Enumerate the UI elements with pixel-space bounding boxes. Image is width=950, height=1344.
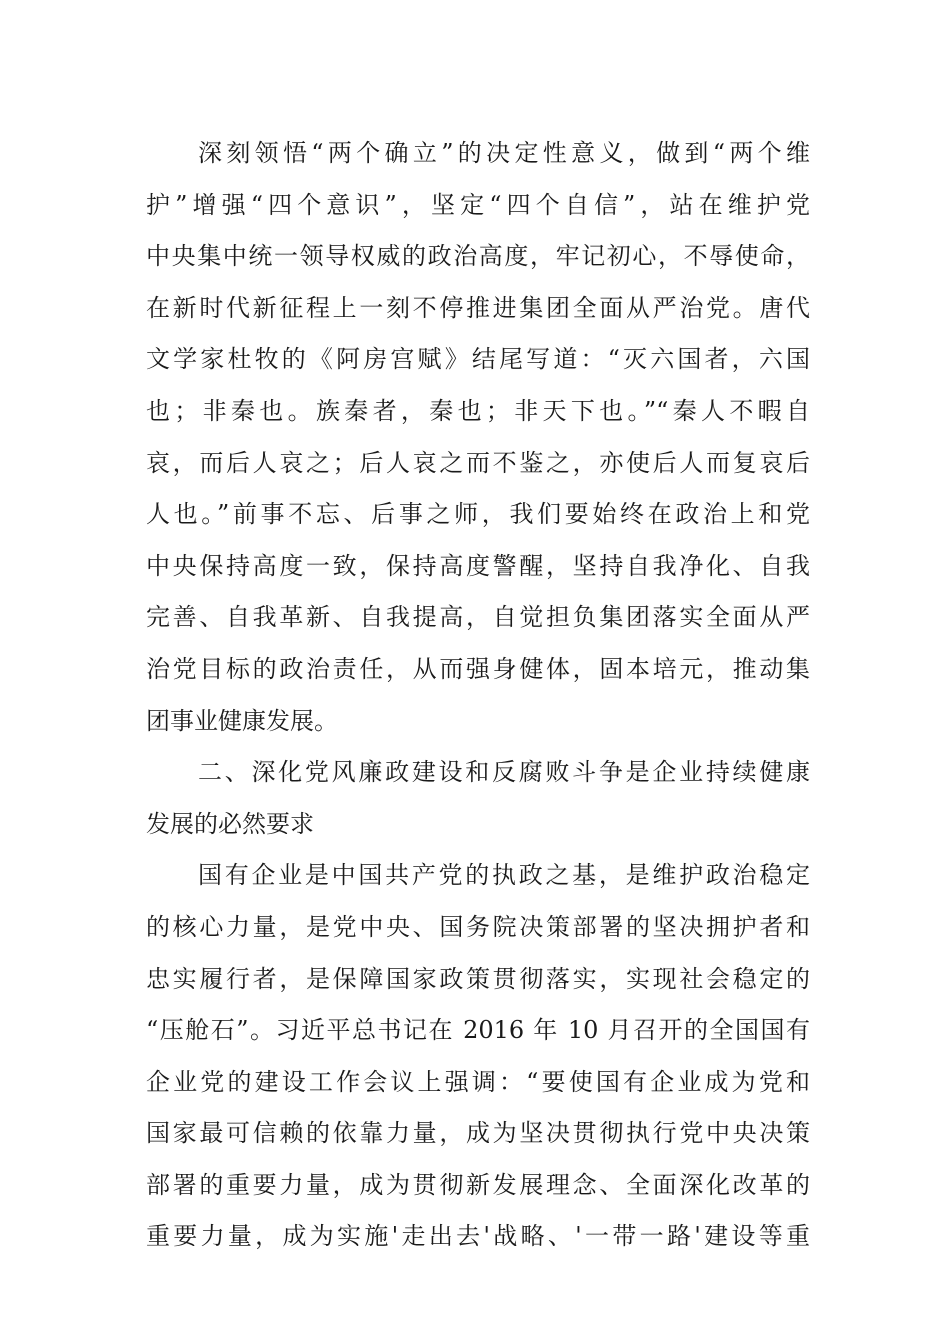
paragraph-line: 深刻领悟“两个确立”的决定性意义，做到“两个维 [198, 139, 810, 167]
paragraph-line: 治党目标的政治责任，从而强身健体，固本培元，推动集 [146, 654, 810, 683]
paragraph-line: 文学家杜牧的《阿房宫赋》结尾写道：“灭六国者，六国 [146, 345, 810, 374]
paragraph-line: “压舱石”。习近平总书记在 2016 年 10 月召开的全国国有 [146, 1016, 810, 1045]
heading-line: 二、深化党风廉政建设和反腐败斗争是企业持续健康 [198, 758, 810, 787]
paragraph-line: 护”增强“四个意识”，坚定“四个自信”，站在维护党 [146, 190, 810, 219]
paragraph-line: 人也。”前事不忘、后事之师，我们要始终在政治上和党 [146, 500, 810, 529]
paragraph-line: 哀，而后人哀之；后人哀之而不鉴之，亦使后人而复哀后 [146, 448, 810, 477]
paragraph-line: 完善、自我革新、自我提高，自觉担负集团落实全面从严 [146, 603, 810, 632]
paragraph-1 [146, 128, 810, 747]
document-page [146, 128, 810, 1263]
paragraph-line: 中央保持高度一致，保持高度警醒，坚持自我净化、自我 [146, 551, 810, 580]
section-heading-2 [146, 747, 810, 850]
paragraph-line: 国家最可信赖的依靠力量，成为坚决贯彻执行党中央决策 [146, 1119, 810, 1148]
heading-line: 发展的必然要求 [146, 809, 314, 838]
paragraph-2 [146, 850, 810, 1263]
paragraph-line: 忠实履行者，是保障国家政策贯彻落实，实现社会稳定的 [146, 964, 810, 993]
paragraph-line: 企业党的建设工作会议上强调：“要使国有企业成为党和 [146, 1067, 810, 1096]
paragraph-line: 部署的重要力量，成为贯彻新发展理念、全面深化改革的 [146, 1170, 810, 1199]
paragraph-line: 重要力量，成为实施'走出去'战略、'一带一路'建设等重 [146, 1222, 810, 1251]
paragraph-line: 在新时代新征程上一刻不停推进集团全面从严治党。唐代 [146, 293, 810, 322]
paragraph-line: 也；非秦也。族秦者，秦也；非天下也。”“秦人不暇自 [146, 396, 810, 425]
paragraph-line: 的核心力量，是党中央、国务院决策部署的坚决拥护者和 [146, 912, 810, 941]
paragraph-line: 国有企业是中国共产党的执政之基，是维护政治稳定 [198, 861, 810, 890]
paragraph-line: 团事业健康发展。 [146, 706, 338, 735]
paragraph-line: 中央集中统一领导权威的政治高度，牢记初心，不辱使命， [146, 242, 810, 271]
